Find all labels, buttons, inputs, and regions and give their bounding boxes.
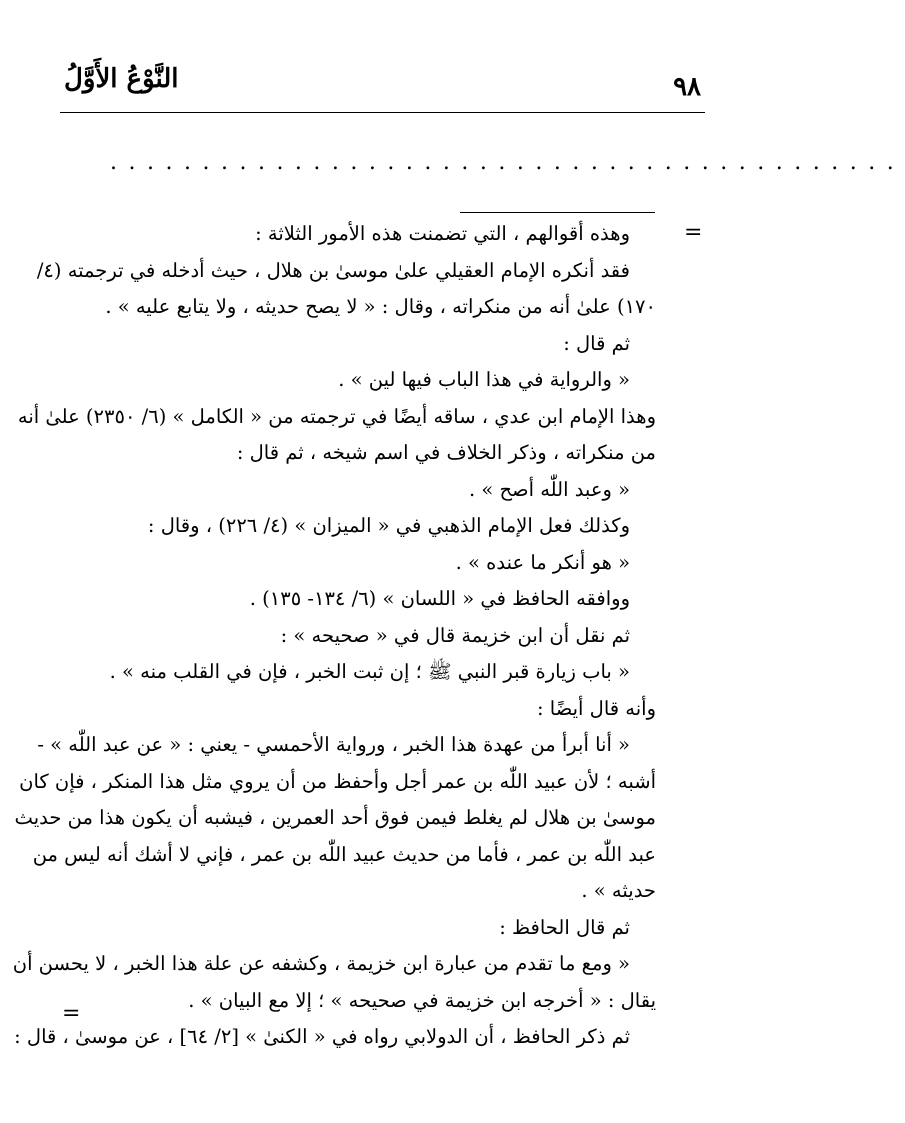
text-line: يقال : « أخرجه ابن خزيمة في صحيحه » ؛ إلا مع البيان » . (188, 988, 656, 1012)
text-line: من منكراته ، وذكر الخلاف في اسم شيخه ، ثم قال : (236, 441, 656, 464)
text-line: فقد أنكره الإمام العقيلي علىٰ موسىٰ بن هلال ، حيث أدخله في ترجمته (٤/ (36, 258, 630, 282)
text-line: وأنه قال أيضًا : (536, 696, 656, 720)
text-line: « ومع ما تقدم من عبارة ابن خزيمة ، وكشفه عن علة هذا الخبر ، لا يحسن أن (12, 952, 630, 975)
continuation-start-mark: = (684, 220, 703, 245)
text-line: وهذا الإمام ابن عدي ، ساقه أيضًا في ترجمته من « الكامل » (٦/ ٢٣٥٠) علىٰ أنه (17, 404, 656, 428)
text-line: « وعبد اللّٰه أصح » . (468, 477, 630, 501)
footnote-body (12, 216, 656, 1056)
text-line: وكذلك فعل الإمام الذهبي في « الميزان » (٤/ ٢٢٦) ، وقال : (147, 514, 630, 537)
text-line: « أنا أبرأ من عهدة هذا الخبر ، ورواية الأحمسي - يعني : « عن عبد اللّٰه » - (37, 733, 630, 756)
text-line: وهذه أقوالهم ، التي تضمنت هذه الأمور الثلاثة : (255, 222, 630, 245)
separator-dots: ........................................... (110, 150, 905, 175)
continuation-end-mark: = (62, 1001, 81, 1026)
text-line: « والرواية في هذا الباب فيها لين » . (338, 368, 630, 391)
page-header (60, 64, 705, 112)
text-line: عبد اللّٰه بن عمر ، فأما من حديث عبيد اللّٰه بن عمر ، فإني لا أشك أنه ليس من (32, 842, 656, 866)
text-line: ١٧٠) علىٰ أنه من منكراته ، وقال : « لا يصح حديثه ، ولا يتابع عليه » . (105, 295, 656, 318)
text-line: « باب زيارة قبر النبي ﷺ ؛ إن ثبت الخبر ، فإن في القلب منه » . (109, 660, 630, 683)
footnote-rule (460, 212, 655, 213)
page-number: ٩٨ (673, 72, 701, 102)
text-line: ووافقه الحافظ في « اللسان » (٦/ ١٣٤- ١٣٥) . (249, 587, 630, 610)
running-title: النَّوْعُ الأَوَّلُ (64, 64, 179, 94)
text-line: أشبه ؛ لأن عبيد اللّٰه بن عمر أجل وأحفظ من أن يروي مثل هذا المنكر ، فإن كان (19, 769, 656, 793)
text-line: « هو أنكر ما عنده » . (455, 550, 630, 574)
header-rule (60, 112, 705, 113)
text-line: ثم قال الحافظ : (499, 915, 630, 939)
text-line: موسىٰ بن هلال لم يغلط فيمن فوق أحد العمرين ، فيشبه أن يكون هذا من حديث (14, 806, 656, 829)
text-line: ثم ذكر الحافظ ، أن الدولابي رواه في « الكنىٰ » [٢/ ٦٤] ، عن موسىٰ ، قال : (14, 1025, 630, 1048)
text-line: ثم قال : (563, 331, 630, 355)
text-line: حديثه » . (581, 879, 656, 902)
text-line: ثم نقل أن ابن خزيمة قال في « صحيحه » : (280, 623, 630, 647)
